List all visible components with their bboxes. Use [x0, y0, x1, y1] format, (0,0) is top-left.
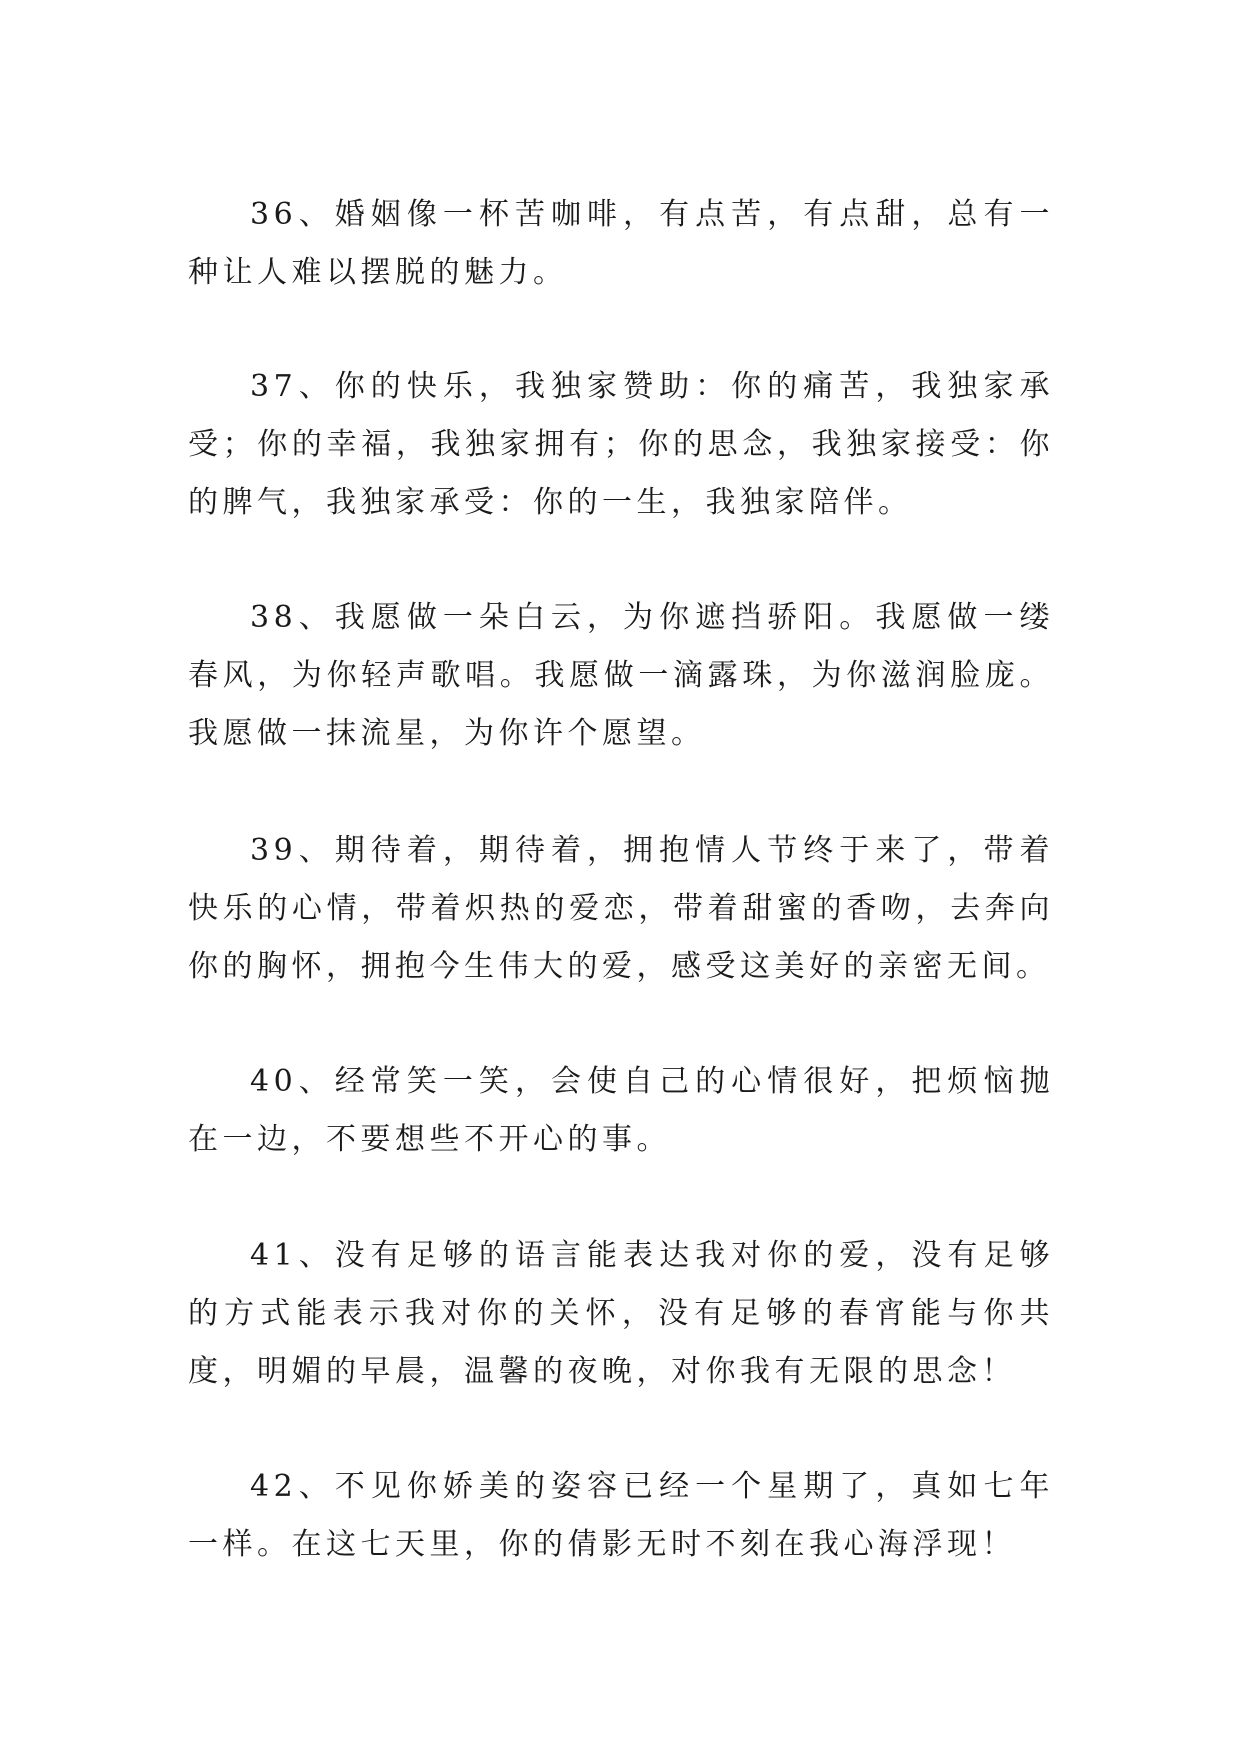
paragraph-36: 36、婚姻像一杯苦咖啡，有点苦，有点甜，总有一种让人难以摆脱的魅力。	[188, 197, 1054, 290]
paragraph-42: 42、不见你娇美的姿容已经一个星期了，真如七年一样。在这七天里，你的倩影无时不刻在我心海浮现！	[188, 1469, 1054, 1562]
paragraph-38: 38、我愿做一朵白云，为你遮挡骄阳。我愿做一缕春风，为你轻声歌唱。我愿做一滴露珠，为你滋润脸庞。我愿做一抹流星，为你许个愿望。	[188, 600, 1054, 751]
paragraph-41: 41、没有足够的语言能表达我对你的爱，没有足够的方式能表示我对你的关怀，没有足够的春宵能与你共度，明媚的早晨，温馨的夜晚，对你我有无限的思念！	[188, 1238, 1054, 1389]
paragraph-40: 40、经常笑一笑，会使自己的心情很好，把烦恼抛在一边，不要想些不开心的事。	[188, 1064, 1054, 1157]
paragraph-37: 37、你的快乐，我独家赞助：你的痛苦，我独家承受；你的幸福，我独家拥有；你的思念，我独家接受：你的脾气，我独家承受：你的一生，我独家陪伴。	[188, 369, 1054, 520]
paragraph-39: 39、期待着，期待着，拥抱情人节终于来了，带着快乐的心情，带着炽热的爱恋，带着甜蜜的香吻，去奔向你的胸怀，拥抱今生伟大的爱，感受这美好的亲密无间。	[188, 833, 1054, 984]
